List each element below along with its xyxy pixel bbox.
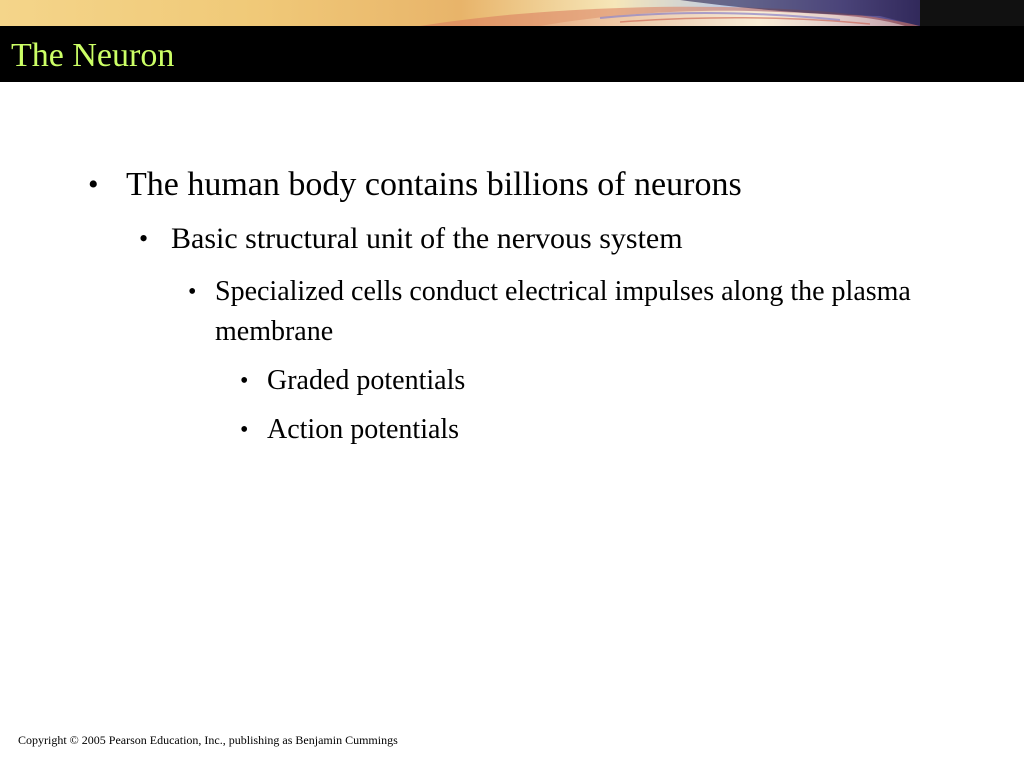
bullet-icon: •: [88, 168, 99, 201]
bullet-icon: •: [240, 368, 249, 394]
decorative-banner: [0, 0, 1024, 26]
bullet-text: Action potentials: [267, 414, 460, 445]
bullet-level-4: [240, 411, 459, 449]
bullet-text: Specialized cells conduct electrical impulses along the plasma membrane: [215, 276, 911, 347]
bullet-text: Graded potentials: [267, 365, 466, 396]
bullet-icon: •: [188, 279, 197, 305]
copyright-footer: Copyright © 2005 Pearson Education, Inc., publishing as Benjamin Cummings: [18, 733, 398, 747]
bullet-icon: •: [139, 224, 149, 253]
slide-title: The Neuron: [11, 37, 175, 74]
bullet-level-1: [88, 164, 742, 206]
bullet-text: The human body contains billions of neurons: [126, 166, 742, 203]
bullet-icon: •: [240, 417, 249, 443]
bullet-level-3: [188, 272, 928, 352]
bullet-level-4: [240, 362, 465, 400]
bullet-level-2: [139, 220, 683, 258]
bullet-text: Basic structural unit of the nervous system: [171, 222, 683, 255]
